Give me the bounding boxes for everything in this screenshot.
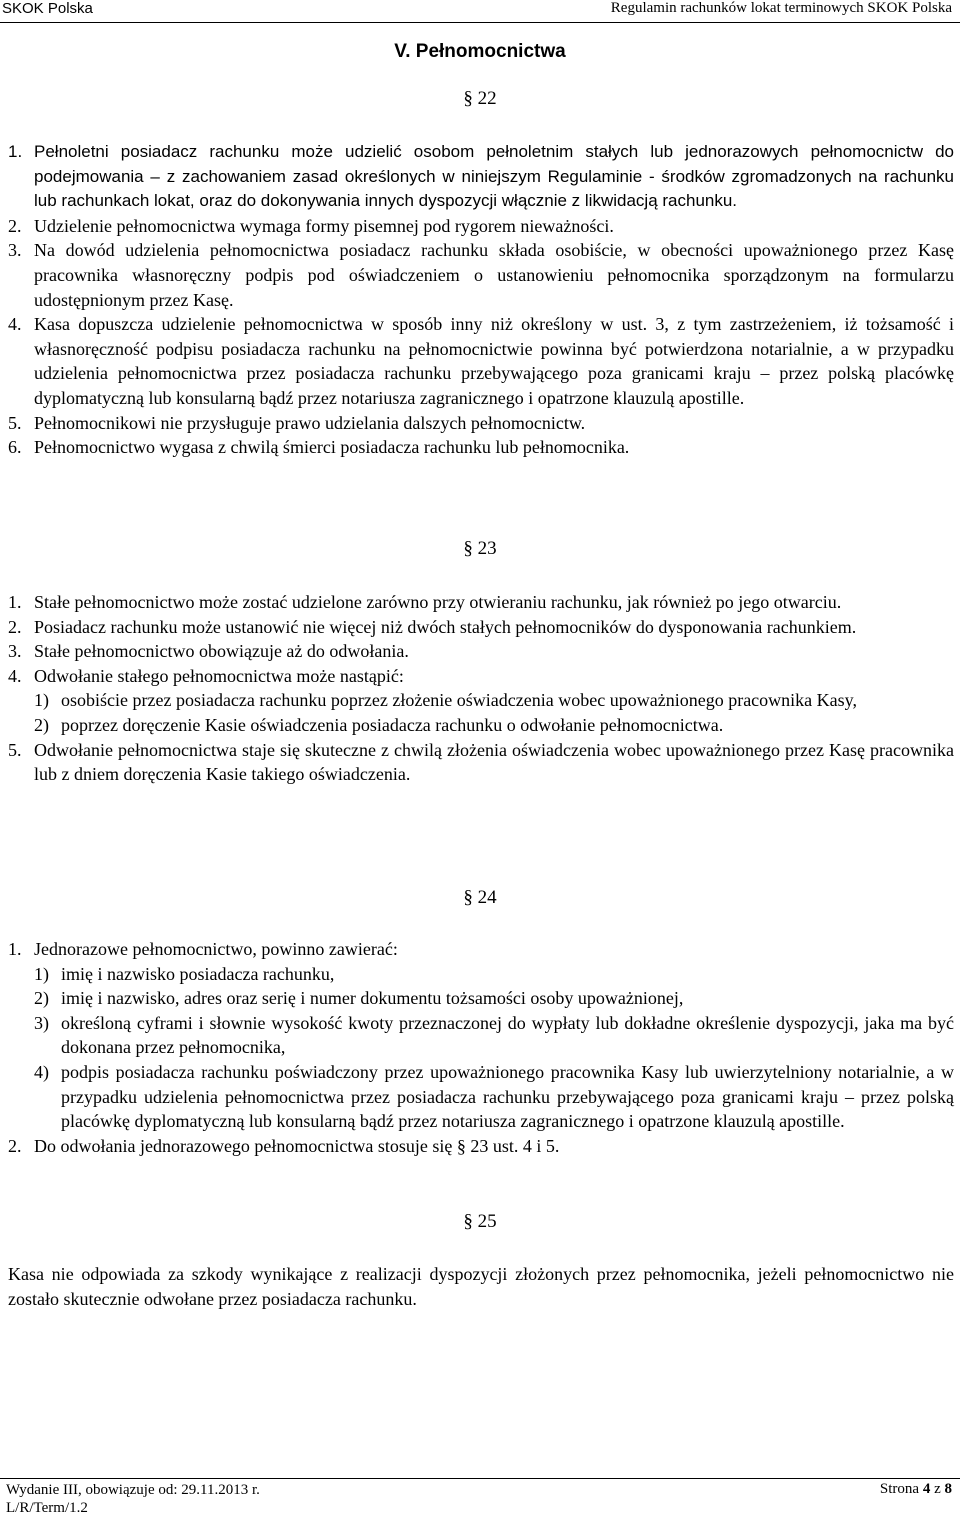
item-text: Udzielenie pełnomocnictwa wymaga formy pisemnej pod rygorem nieważności. <box>34 215 614 236</box>
subitem-number: 1) <box>34 963 49 984</box>
item-text: Do odwołania jednorazowego pełnomocnictwa stosuje się § 23 ust. 4 i 5. <box>34 1135 560 1156</box>
footer-edition: Wydanie III, obowiązuje od: 29.11.2013 r. <box>6 1482 260 1498</box>
subitem-number: 4) <box>34 1061 49 1082</box>
item-text: Stałe pełnomocnictwo może zostać udzielone zarówno przy otwieraniu rachunku, jak również po jego otwarciu. <box>34 592 842 612</box>
item-number: 2. <box>8 616 22 637</box>
p23-subitem-1 <box>34 688 954 713</box>
paragraph-24-heading: § 24 <box>463 887 497 908</box>
item-number: 5. <box>8 739 22 760</box>
p22-item-4 <box>8 312 954 410</box>
p23-item-1 <box>8 590 954 615</box>
item-number: 6. <box>8 437 22 458</box>
item-number: 4. <box>8 314 22 335</box>
subitem-number: 1) <box>34 690 49 711</box>
p24-item-2 <box>8 1134 954 1159</box>
item-number: 2. <box>8 1135 22 1156</box>
item-text: Pełnomocnictwo wygasa z chwilą śmierci posiadacza rachunku lub pełnomocnika. <box>34 437 630 458</box>
p24-item-1 <box>8 937 954 1134</box>
subitem-text: osobiście przez posiadacza rachunku poprzez złożenie oświadczenia wobec upoważnionego pracownika Kasy, <box>61 690 857 711</box>
page-label: Strona <box>879 1481 920 1497</box>
item-number: 3. <box>8 641 22 662</box>
page-header <box>0 0 960 23</box>
p22-item-6 <box>8 435 954 460</box>
item-text: Pełnoletni posiadacz rachunku może udzielić osobom pełnoletnim stałych lub jednorazowych pełnomocnictw do podejmowania – z zachowaniem zasad określonych w niniejszym Regulaminie - środków zgromadzonych na rachunku lub rachunkach lokat, oraz do dokonywania innych dyspozycji włącznie z likwidacją rachunku. <box>34 142 954 211</box>
p24-subitem-1 <box>34 962 954 987</box>
footer-edition-block <box>6 1481 260 1517</box>
paragraph-22-list <box>8 140 954 460</box>
item-text: Odwołanie pełnomocnictwa staje się skuteczne z chwilą złożenia oświadczenia wobec upoważnionego przez Kasę pracownika lub z dniem doręczenia Kasie takiego oświadczenia. <box>34 739 954 785</box>
item-number: 1. <box>8 592 22 612</box>
p22-item-2 <box>8 214 954 239</box>
p22-item-5 <box>8 411 954 436</box>
p23-item-2 <box>8 615 954 640</box>
page-number <box>880 1481 952 1498</box>
subitem-text: określoną cyframi i słownie wysokość kwoty przeznaczonej do wypłaty lub dokładne określenie dyspozycji, jaka ma być dokonana przez pełnomocnika, <box>61 1012 954 1058</box>
paragraph-25-heading: § 25 <box>463 1211 497 1232</box>
footer-code: L/R/Term/1.2 <box>6 1500 88 1516</box>
paragraph-25-text: Kasa nie odpowiada za szkody wynikające z realizacji dyspozycji złożonych przez pełnomocnika, jeżeli pełnomocnictwo nie zostało skutecznie odwołane przez posiadacza rachunku. <box>8 1264 954 1309</box>
item-text: Odwołanie stałego pełnomocnictwa może nastąpić: <box>34 665 404 686</box>
section-title: V. Pełnomocnictwa <box>394 41 566 62</box>
subitem-text: imię i nazwisko, adres oraz serię i numer dokumentu tożsamości osoby upoważnionej, <box>61 988 684 1009</box>
paragraph-24-list <box>8 937 954 1158</box>
p24-subitem-4 <box>34 1060 954 1134</box>
item-number: 3. <box>8 240 22 261</box>
item-number: 2. <box>8 215 22 236</box>
item-number: 4. <box>8 665 22 686</box>
item-text: Na dowód udzielenia pełnomocnictwa posiadacz rachunku składa osobiście, w obecności upoważnionego przez Kasę pracownika własnoręczny podpis pod oświadczeniem o ustanowieniu pełnomocnika sporządzonym na formularzu udostępnionym przez Kasę. <box>34 240 954 310</box>
p24-subitem-2 <box>34 986 954 1011</box>
subitem-number: 2) <box>34 988 49 1009</box>
item-number: 1. <box>8 939 22 959</box>
item-text: Stałe pełnomocnictwo obowiązuje aż do odwołania. <box>34 641 409 662</box>
page-current: 4 <box>922 1481 931 1497</box>
subitem-text: podpis posiadacza rachunku poświadczony przez upoważnionego pracownika Kasy lub uwierzytelniony notarialnie, a w przypadku udzielenia pełnomocnictwa przez posiadacza rachunku przebywającego poza granicami kraju – przez polską placówkę dyplomatyczną lub konsularną bądź przez notariusza zagranicznego i opatrzone klauzulą apostille. <box>61 1061 954 1132</box>
subitem-text: poprzez doręczenie Kasie oświadczenia posiadacza rachunku o odwołanie pełnomocnictwa. <box>61 714 724 735</box>
p24-subitem-3 <box>34 1011 954 1060</box>
subitem-number: 3) <box>34 1012 49 1033</box>
subitem-number: 2) <box>34 714 49 735</box>
item-number: 1. <box>8 142 23 161</box>
p23-item-5 <box>8 738 954 787</box>
item-text: Posiadacz rachunku może ustanowić nie więcej niż dwóch stałych pełnomocników do dysponowania rachunkiem. <box>34 616 857 637</box>
header-document-title: Regulamin rachunków lokat terminowych SKOK Polska <box>610 0 952 16</box>
paragraph-22-heading: § 22 <box>463 88 497 109</box>
page-total: 8 <box>944 1481 952 1497</box>
p23-item-4 <box>8 664 954 738</box>
page-separator: z <box>934 1481 941 1497</box>
p23-item-3 <box>8 639 954 664</box>
paragraph-23-list <box>8 590 954 787</box>
item-text: Kasa dopuszcza udzielenie pełnomocnictwa w sposób inny niż określony w ust. 3, z tym zastrzeżeniem, iż tożsamość i własnoręczność podpisu posiadacza rachunku na pełnomocnictwie powinna być potwierdzona notarialnie, a w przypadku udzielenia pełnomocnictwa przez posiadacza rachunku przebywającego poza granicami kraju – przez polską placówkę dyplomatyczną lub konsularną bądź przez notariusza zagranicznego i opatrzone klauzulą apostille. <box>34 314 954 408</box>
p22-item-1 <box>8 140 954 214</box>
item-text: Jednorazowe pełnomocnictwo, powinno zawierać: <box>34 939 398 959</box>
subitem-text: imię i nazwisko posiadacza rachunku, <box>61 963 335 984</box>
p23-subitem-2 <box>34 713 954 738</box>
header-organization: SKOK Polska <box>2 0 93 17</box>
p22-item-3 <box>8 238 954 312</box>
item-number: 5. <box>8 412 22 433</box>
item-text: Pełnomocnikowi nie przysługuje prawo udzielania dalszych pełnomocnictw. <box>34 412 586 433</box>
paragraph-23-heading: § 23 <box>463 538 497 559</box>
page-footer <box>0 1478 960 1516</box>
